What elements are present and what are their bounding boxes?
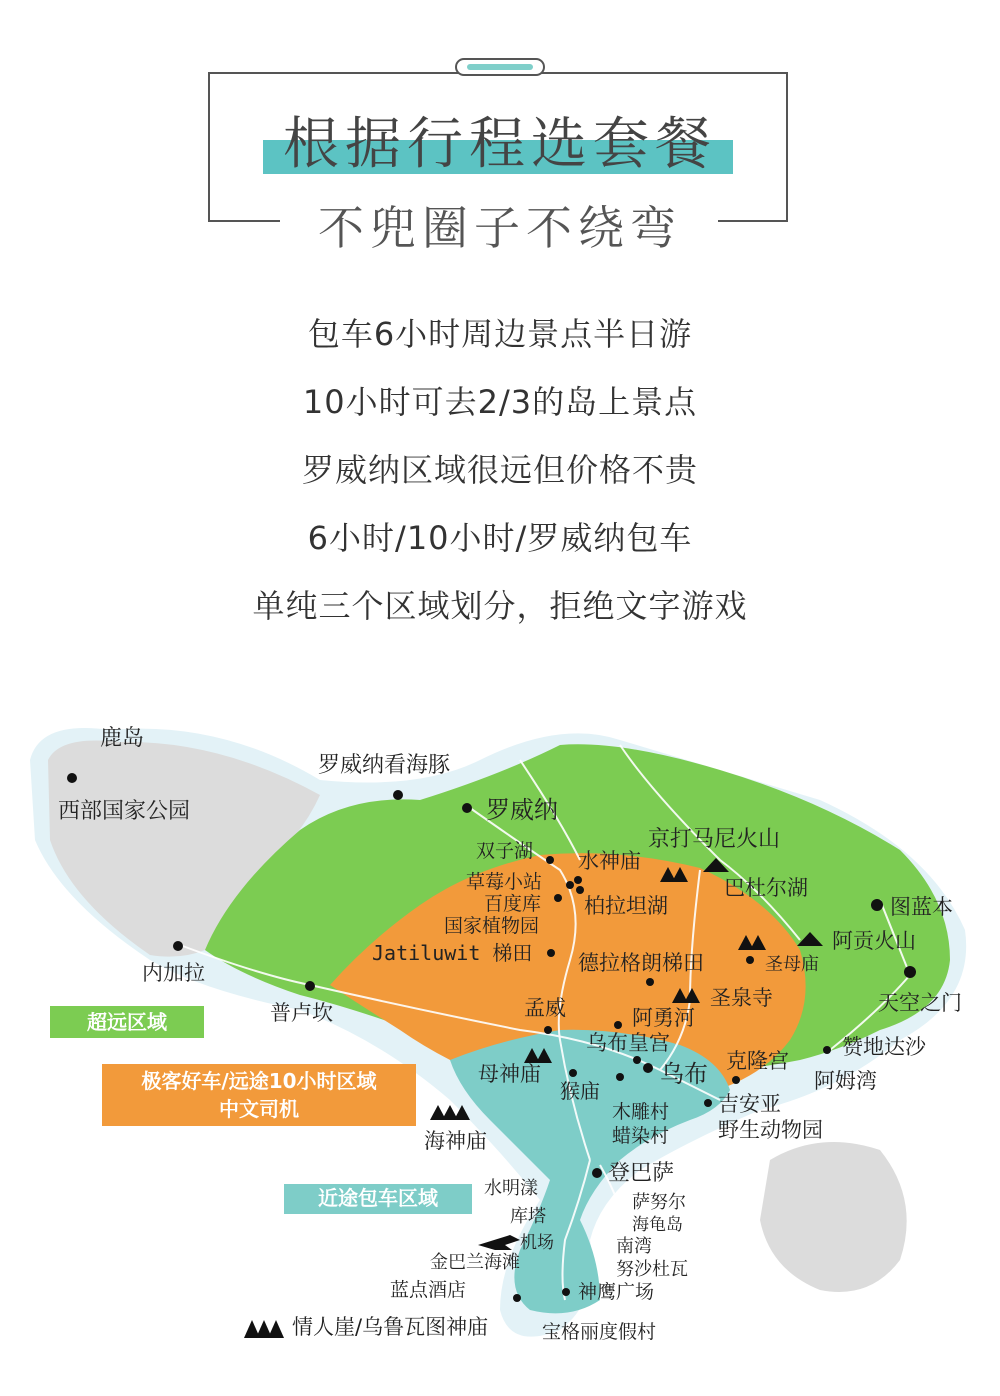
label-tulamben: 图蓝本 bbox=[890, 895, 953, 919]
label-ubud-palace: 乌布皇宫 bbox=[586, 1031, 670, 1055]
label-turtle: 海龟岛 bbox=[632, 1215, 683, 1235]
label-jatiluwih: Jatiluwit 梯田 bbox=[372, 941, 533, 965]
label-jimbaran: 金巴兰海滩 bbox=[430, 1252, 520, 1273]
label-uluwatu: 情人崖/乌鲁瓦图神庙 bbox=[292, 1315, 489, 1339]
label-strawberry: 草莓小站 bbox=[466, 871, 543, 893]
label-lovina-dolphin: 罗威纳看海豚 bbox=[318, 753, 451, 778]
label-ubud: 乌布 bbox=[660, 1060, 708, 1088]
label-kuta: 库塔 bbox=[510, 1206, 546, 1227]
intro-line: 罗威纳区域很远但价格不贵 bbox=[301, 451, 698, 489]
label-pupuan: 普卢坎 bbox=[270, 1001, 333, 1025]
label-mother-temple: 圣母庙 bbox=[765, 954, 819, 975]
label-denpasar: 登巴萨 bbox=[608, 1161, 675, 1186]
zone-label-mid bbox=[102, 1064, 416, 1126]
label-tirta-empul: 圣泉寺 bbox=[710, 986, 773, 1010]
label-agung: 阿贡火山 bbox=[832, 929, 916, 953]
zone-label-near: 近途包车区域 bbox=[284, 1184, 472, 1214]
label-padangbai: 赞地达沙 bbox=[842, 1035, 926, 1059]
label-amed: 阿姆湾 bbox=[814, 1069, 877, 1093]
label-klungkung: 克隆宫 bbox=[726, 1049, 789, 1073]
nusa-penida bbox=[760, 1142, 907, 1292]
zone-label-far: 超远区域 bbox=[50, 1006, 204, 1038]
label-tegalalang: 德拉格朗梯田 bbox=[578, 951, 704, 975]
label-seminyak: 水明漾 bbox=[484, 1178, 538, 1199]
label-airport: 机场 bbox=[520, 1233, 554, 1253]
label-gianyar: 吉安亚 bbox=[718, 1092, 781, 1116]
label-bratan: 柏拉坦湖 bbox=[584, 894, 668, 918]
label-wood-village: 木雕村 bbox=[612, 1101, 670, 1123]
label-bulgari: 宝格丽度假村 bbox=[542, 1321, 657, 1343]
label-twin-lakes: 双子湖 bbox=[476, 840, 534, 862]
zone-label-mid-line1: 极客好车/远途10小时区域 bbox=[141, 1069, 377, 1093]
label-water-temple: 水神庙 bbox=[578, 849, 641, 873]
label-taman-ayun: 母神庙 bbox=[478, 1062, 541, 1086]
label-negara: 内加拉 bbox=[142, 961, 205, 985]
label-baidu: 百度库 bbox=[484, 893, 542, 915]
label-botanic: 国家植物园 bbox=[444, 915, 540, 937]
label-batur-lake: 巴杜尔湖 bbox=[724, 876, 808, 900]
intro-line: 6小时/10小时/罗威纳包车 bbox=[307, 519, 693, 557]
airport-icon bbox=[478, 1235, 520, 1250]
label-kintamani: 京打马尼火山 bbox=[648, 827, 781, 852]
label-nanwan: 南湾 bbox=[616, 1236, 652, 1257]
intro-line: 单纯三个区域划分，拒绝文字游戏 bbox=[252, 587, 748, 625]
label-sanur: 萨努尔 bbox=[632, 1192, 686, 1213]
intro-line: 包车6小时周边景点半日游 bbox=[307, 315, 693, 353]
label-deer-island: 鹿岛 bbox=[100, 726, 145, 751]
zone-label-mid-line2: 中文司机 bbox=[219, 1097, 299, 1121]
label-heaven-gate: 天空之门 bbox=[878, 991, 962, 1015]
page-subtitle: 不兜圈子不绕弯 bbox=[318, 201, 682, 255]
label-gwk: 神鹰广场 bbox=[578, 1281, 655, 1303]
label-mengwi: 孟威 bbox=[524, 996, 566, 1020]
label-monkey: 猴庙 bbox=[560, 1079, 600, 1103]
label-blue-point: 蓝点酒店 bbox=[390, 1279, 467, 1301]
page-title: 根据行程选套餐 bbox=[283, 112, 717, 177]
label-lovina: 罗威纳 bbox=[486, 796, 558, 824]
intro-line: 10小时可去2/3的岛上景点 bbox=[302, 383, 698, 421]
label-nusa-dua: 努沙杜瓦 bbox=[616, 1259, 688, 1280]
label-batik: 蜡染村 bbox=[612, 1125, 670, 1147]
label-west-park: 西部国家公园 bbox=[58, 799, 191, 824]
label-ayung: 阿勇河 bbox=[632, 1006, 695, 1030]
label-zoo: 野生动物园 bbox=[718, 1118, 823, 1142]
label-tanah-lot: 海神庙 bbox=[424, 1129, 487, 1153]
